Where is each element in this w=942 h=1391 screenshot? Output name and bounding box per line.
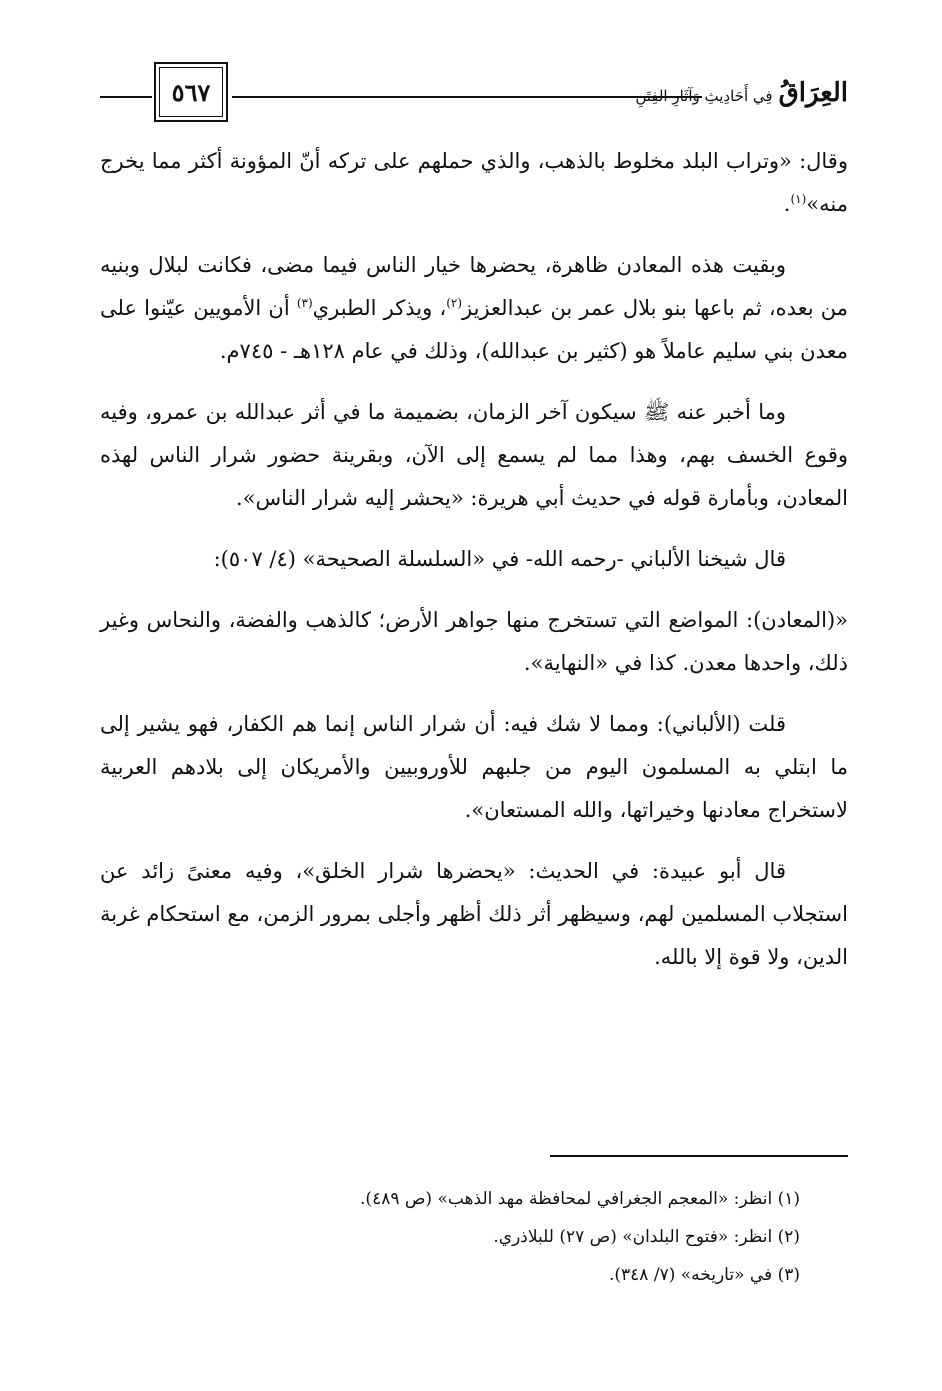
paragraph-2-text-2: ، ويذكر الطبري xyxy=(312,296,447,320)
paragraph-4: قال شيخنا الألباني -رحمه الله- في «السلسلة الصحيحة» (٤/ ٥٠٧): xyxy=(213,547,786,571)
paragraph-6: قلت (الألباني): ومما لا شك فيه: أن شرار الناس إنما هم الكفار، فهو يشير إلى ما ابتلي به المسلمون اليوم من جلبهم للأوروبيين والأمريكان إلى بلادهم العربية لاستخراج معادنها وخيراتها، والله المستعان». xyxy=(100,712,848,822)
footnote-ref-3[interactable]: (٣) xyxy=(296,296,313,310)
page-number: ٥٦٧ xyxy=(159,67,223,117)
paragraph-1-text: وقال: «وتراب البلد مخلوط بالذهب، والذي حملهم على تركه أنّ المؤونة أكثر مما يخرج منه» xyxy=(100,149,848,216)
paragraph-1-tail: . xyxy=(783,192,791,216)
header-rule-right xyxy=(232,96,702,98)
header-rule-left xyxy=(100,96,152,98)
body-text xyxy=(100,140,848,997)
running-title xyxy=(635,68,848,108)
footnote-ref-2[interactable]: (٢) xyxy=(446,296,463,310)
paragraph-7: قال أبو عبيدة: في الحديث: «يحضرها شرار الخلق»، وفيه معنىً زائد عن استجلاب المسلمين لهم، وسيظهر أثر ذلك أظهر وأجلى بمرور الزمن، مع استحكام غربة الدين، ولا قوة إلا بالله. xyxy=(100,859,848,969)
running-title-main: العِرَاقُ xyxy=(778,78,848,108)
footnote-ref-1[interactable]: (١) xyxy=(790,192,807,206)
page-header xyxy=(100,58,848,126)
paragraph-5-quote: «(المعادن): المواضع التي تستخرج منها جواهر الأرض؛ كالذهب والفضة، والنحاس وغير ذلك، واحدها معدن. كذا في «النهاية». xyxy=(100,608,848,675)
footnote-2: (٢) انظر: «فتوح البلدان» (ص ٢٧) للبلاذري. xyxy=(493,1227,800,1247)
page-number-frame xyxy=(154,62,228,122)
footnote-3: (٣) في «تاريخه» (٧/ ٣٤٨). xyxy=(608,1265,800,1285)
running-title-sub: فِي أَحَادِيثِ وَآثَارِ الفِتَنِ xyxy=(635,87,773,105)
paragraph-2-text-3: أن الأمويين عيّنوا على معدن بني سليم عاملاً هو (كثير بن عبدالله)، وذلك في عام ١٢٨هـ - ٧٤٥م. xyxy=(100,296,848,363)
footnote-separator xyxy=(550,1155,848,1157)
paragraph-2-text-1: وبقيت هذه المعادن ظاهرة، يحضرها خيار الناس فيما مضى، فكانت لبلال وبنيه من بعده، ثم باعها بنو بلال عمر بن عبدالعزيز xyxy=(100,253,848,320)
paragraph-2 xyxy=(100,244,848,373)
paragraph-1 xyxy=(100,140,848,226)
footnotes xyxy=(100,1180,800,1294)
footnote-1: (١) انظر: «المعجم الجغرافي لمحافظة مهد الذهب» (ص ٤٨٩). xyxy=(360,1189,800,1209)
paragraph-3: وما أخبر عنه ﷺ سيكون آخر الزمان، بضميمة ما في أثر عبدالله بن عمرو، وفيه وقوع الخسف بهم، وهذا مما لم يسمع إلى الآن، وبقرينة حضور شرار الناس لهذه المعادن، وبأمارة قوله في حديث أبي هريرة: «يحشر إليه شرار الناس». xyxy=(100,400,849,510)
